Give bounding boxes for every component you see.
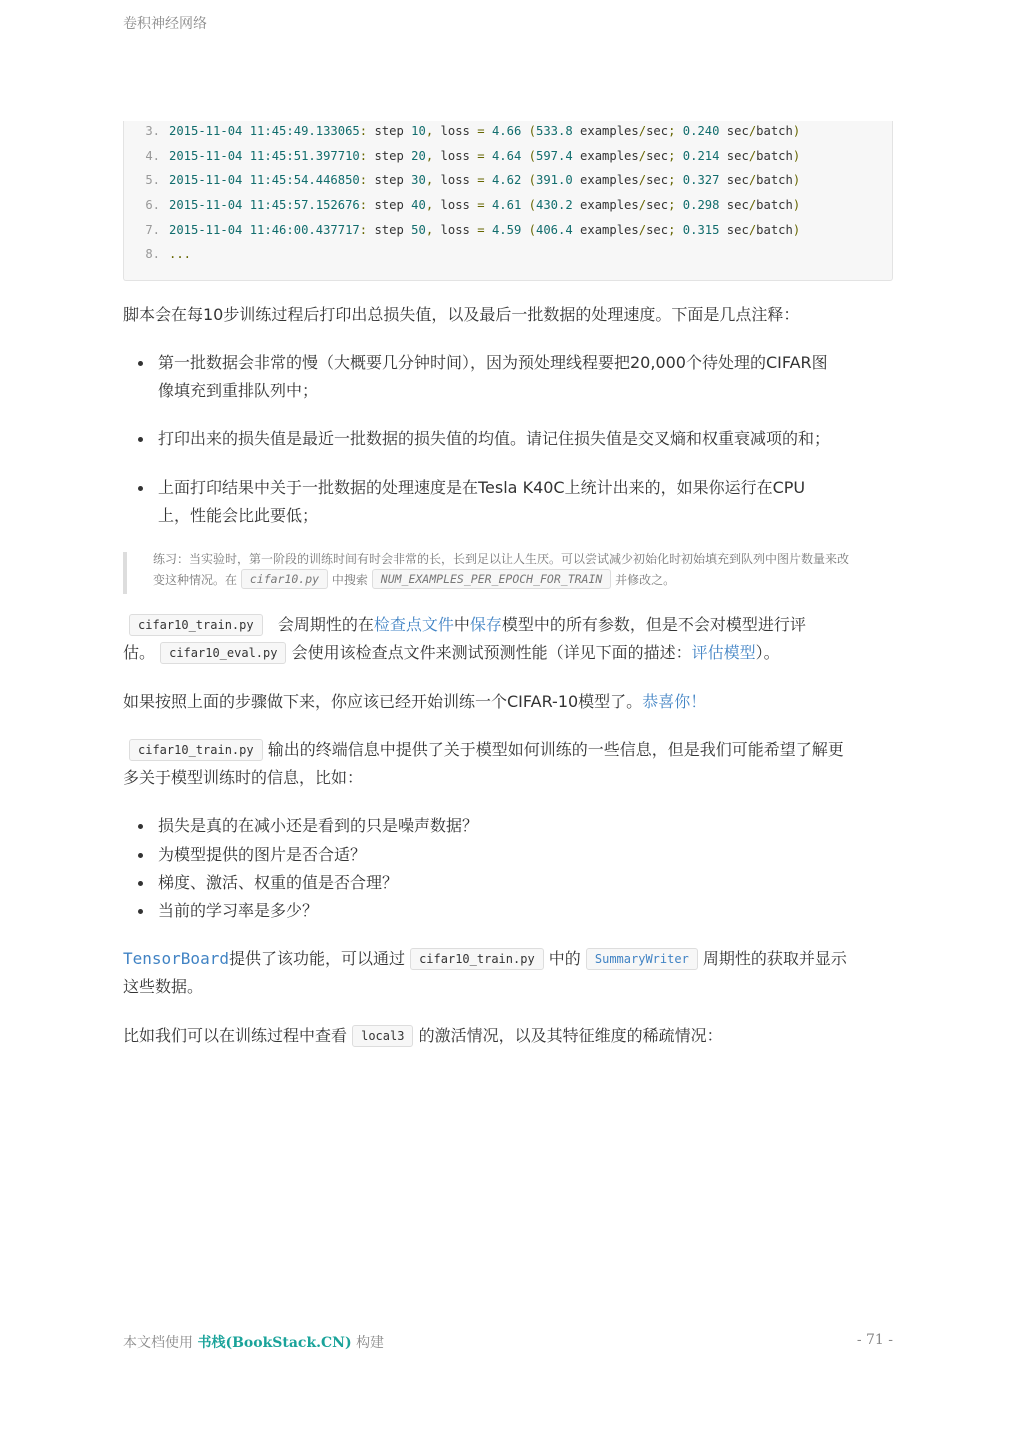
- note-line: 练习：当实验时，第一阶段的训练时间有时会非常的长，长到足以让人生厌。可以尝试减少初始化时初始填充到队列中图片数量来改: [153, 552, 850, 566]
- inline-code: cifar10_train.py: [129, 739, 263, 761]
- footer-credit: 本文档使用 书栈(BookStack.CN) 构建: [123, 1335, 385, 1351]
- running-header: 卷积神经网络: [123, 16, 207, 32]
- summary-writer-link[interactable]: SummaryWriter: [586, 948, 698, 970]
- paragraph-terminal-info: cifar10_train.py 输出的终端信息中提供了关于模型如何训练的一些信息，但是我们可能希望了解更 多关于模型训练时的信息，比如：: [123, 740, 844, 787]
- save-link[interactable]: 保存: [469, 615, 502, 634]
- code-line: 8. ...: [145, 247, 192, 261]
- congrats-link[interactable]: 恭喜你！: [642, 692, 707, 711]
- inline-code: local3: [352, 1025, 413, 1047]
- paragraph-tensorboard: TensorBoard提供了该功能，可以通过 cifar10_train.py 中的 SummaryWriter 周期性的获取并显示 这些数据。: [123, 949, 847, 996]
- list-item: 当前的学习率是多少？: [140, 897, 318, 925]
- paragraph-checkpoint: cifar10_train.py 会周期性的在检查点文件中保存模型中的所有参数，但是不会对模型进行评 估。 cifar10_eval.py 会使用该检查点文件来测试预测性能（详见下面的描述：评估模型）。: [123, 615, 806, 662]
- inline-code: cifar10.py: [241, 569, 328, 589]
- inline-code: cifar10_train.py: [129, 614, 263, 636]
- note-line: 变这种情况。在 cifar10.py 中搜索 NUM_EXAMPLES_PER_EPOCH_FOR_TRAIN 并修改之。: [153, 567, 893, 594]
- paragraph-activation: 比如我们可以在训练过程中查看 local3 的激活情况，以及其特征维度的稀疏情况：: [123, 1026, 723, 1045]
- paragraph-summary: 脚本会在每10步训练过程后打印出总损失值，以及最后一批数据的处理速度。下面是几点注释：: [123, 305, 800, 324]
- exercise-note: [123, 552, 893, 594]
- evaluate-model-link[interactable]: 评估模型: [691, 643, 756, 662]
- checkpoint-file-link[interactable]: 检查点文件: [373, 615, 454, 634]
- tensorboard-link[interactable]: TensorBoard: [123, 949, 229, 968]
- list-item: 梯度、激活、权重的值是否合理？: [140, 869, 398, 897]
- code-line: 6. 2015-11-04 11:45:57.152676: step 40, loss = 4.61 (430.2 examples/sec; 0.298 sec/batch): [145, 198, 801, 212]
- code-block: [123, 121, 893, 281]
- code-line: 7. 2015-11-04 11:46:00.437717: step 50, loss = 4.59 (406.4 examples/sec; 0.315 sec/batch): [145, 223, 801, 237]
- list-item: 为模型提供的图片是否合适？: [140, 841, 366, 869]
- list-item: 上面打印结果中关于一批数据的处理速度是在Tesla K40C上统计出来的，如果你运行在CPU 上，性能会比此要低；: [140, 474, 805, 530]
- code-line: 4. 2015-11-04 11:45:51.397710: step 20, loss = 4.64 (597.4 examples/sec; 0.214 sec/batch): [145, 149, 801, 163]
- code-line: 3. 2015-11-04 11:45:49.133065: step 10, loss = 4.66 (533.8 examples/sec; 0.240 sec/batch): [145, 124, 801, 138]
- inline-code: NUM_EXAMPLES_PER_EPOCH_FOR_TRAIN: [372, 569, 612, 589]
- list-item: 打印出来的损失值是最近一批数据的损失值的均值。请记住损失值是交叉熵和权重衰减项的和；: [140, 425, 830, 453]
- inline-code: cifar10_eval.py: [160, 642, 286, 664]
- page-number: - 71 -: [856, 1332, 893, 1348]
- list-item: 第一批数据会非常的慢（大概要几分钟时间），因为预处理线程要把20,000个待处理的CIFAR图 像填充到重排队列中；: [140, 349, 828, 405]
- code-line: 5. 2015-11-04 11:45:54.446850: step 30, loss = 4.62 (391.0 examples/sec; 0.327 sec/batch): [145, 173, 801, 187]
- bookstack-link[interactable]: 书栈(BookStack.CN): [197, 1335, 352, 1351]
- inline-code: cifar10_train.py: [410, 948, 544, 970]
- paragraph-congrats: 如果按照上面的步骤做下来，你应该已经开始训练一个CIFAR-10模型了。恭喜你！: [123, 692, 707, 711]
- list-item: 损失是真的在减小还是看到的只是噪声数据？: [140, 812, 478, 840]
